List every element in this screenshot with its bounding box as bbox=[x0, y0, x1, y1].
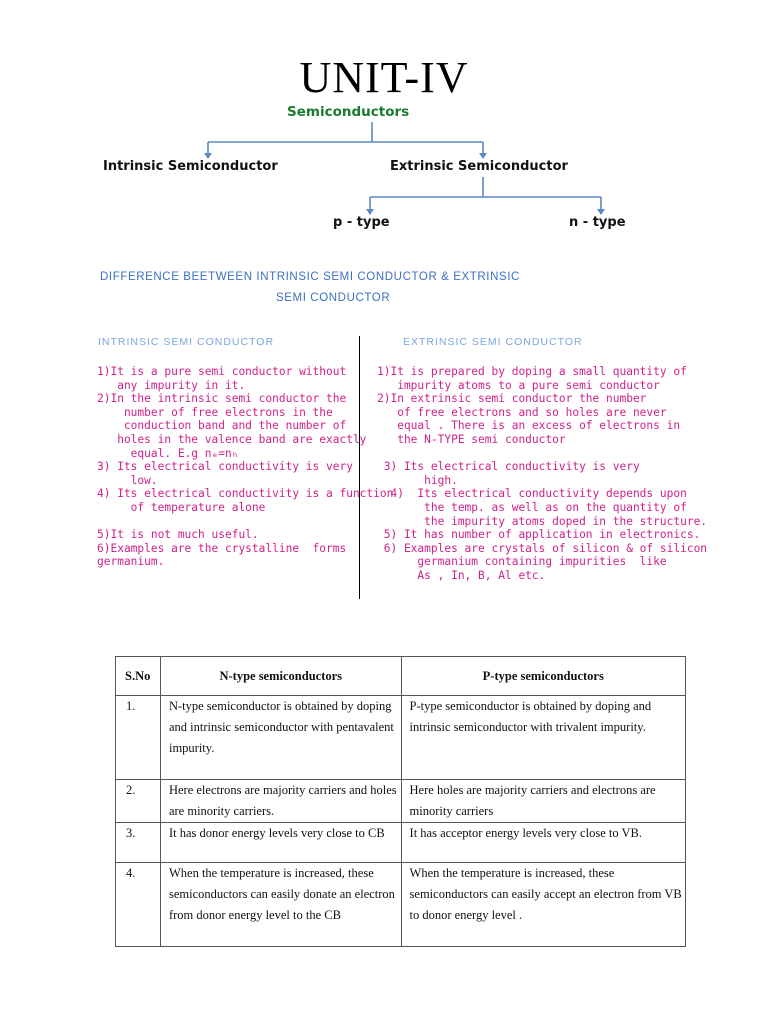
table-row bbox=[116, 696, 686, 780]
row-number: 1. bbox=[116, 696, 161, 780]
extrinsic-points: 1)It is prepared by doping a small quantity of impurity atoms to a pure semi conductor 2)In extrinsic semi conductor the number of free electrons and so holes are never equal . There is an excess of electrons in the N-TYPE semi conductor 3) Its electrical conductivity is very high. 4) Its electrical conductivity depends upon the temp. as well as on the quantity of the impurity atoms doped in the structure. 5) It has number of application in electronics. 6) Examples are crystals of silicon & of silicon germanium containing impurities like As , In, B, Al etc. bbox=[377, 365, 708, 582]
n-type-cell: Here electrons are majority carriers and holes are minority carriers. bbox=[160, 780, 401, 823]
row-number: 3. bbox=[116, 823, 161, 863]
row-number: 2. bbox=[116, 780, 161, 823]
extrinsic-column-heading: EXTRINSIC SEMI CONDUCTOR bbox=[403, 336, 583, 348]
n-type-cell: It has donor energy levels very close to CB bbox=[160, 823, 401, 863]
p-type-cell: It has acceptor energy levels very close to VB. bbox=[401, 823, 685, 863]
p-type-cell: P-type semiconductor is obtained by doping and intrinsic semiconductor with trivalent impurity. bbox=[401, 696, 685, 780]
p-type-cell: Here holes are majority carriers and electrons are minority carriers bbox=[401, 780, 685, 823]
intrinsic-column-heading: INTRINSIC SEMI CONDUCTOR bbox=[98, 336, 275, 348]
difference-heading-line1: DIFFERENCE BEETWEEN INTRINSIC SEMI CONDUCTOR & EXTRINSIC bbox=[100, 271, 520, 283]
n-type-cell: When the temperature is increased, these semiconductors can easily donate an electron from donor energy level to the CB bbox=[160, 863, 401, 947]
header-p-type: P-type semiconductors bbox=[401, 657, 685, 696]
tree-root-semiconductors: Semiconductors bbox=[287, 104, 410, 120]
tree-node-extrinsic: Extrinsic Semiconductor bbox=[390, 159, 568, 174]
tree-node-intrinsic: Intrinsic Semiconductor bbox=[103, 159, 278, 174]
header-sno: S.No bbox=[116, 657, 161, 696]
difference-heading-line2: SEMI CONDUCTOR bbox=[276, 292, 391, 304]
comparison-table bbox=[115, 656, 686, 947]
page-title: UNIT-IV bbox=[299, 53, 469, 102]
header-n-type: N-type semiconductors bbox=[160, 657, 401, 696]
tree-node-p-type: p - type bbox=[333, 215, 390, 230]
classification-tree bbox=[0, 0, 768, 240]
table-row bbox=[116, 823, 686, 863]
intrinsic-points: 1)It is a pure semi conductor without any impurity in it. 2)In the intrinsic semi conductor the number of free electrons in the conduction band and the number of holes in the valence band are exactly equal. E.g nₑ=nₕ 3) Its electrical conductivity is very low. 4) Its electrical conductivity is a function of temperature alone 5)It is not much useful. 6)Examples are the crystalline forms germanium. bbox=[97, 365, 394, 569]
table-row bbox=[116, 780, 686, 823]
tree-node-n-type: n - type bbox=[569, 215, 626, 230]
table-header-row bbox=[116, 657, 686, 696]
row-number: 4. bbox=[116, 863, 161, 947]
p-type-cell: When the temperature is increased, these semiconductors can easily accept an electron from VB to donor energy level . bbox=[401, 863, 685, 947]
table-row bbox=[116, 863, 686, 947]
n-type-cell: N-type semiconductor is obtained by doping and intrinsic semiconductor with pentavalent impurity. bbox=[160, 696, 401, 780]
